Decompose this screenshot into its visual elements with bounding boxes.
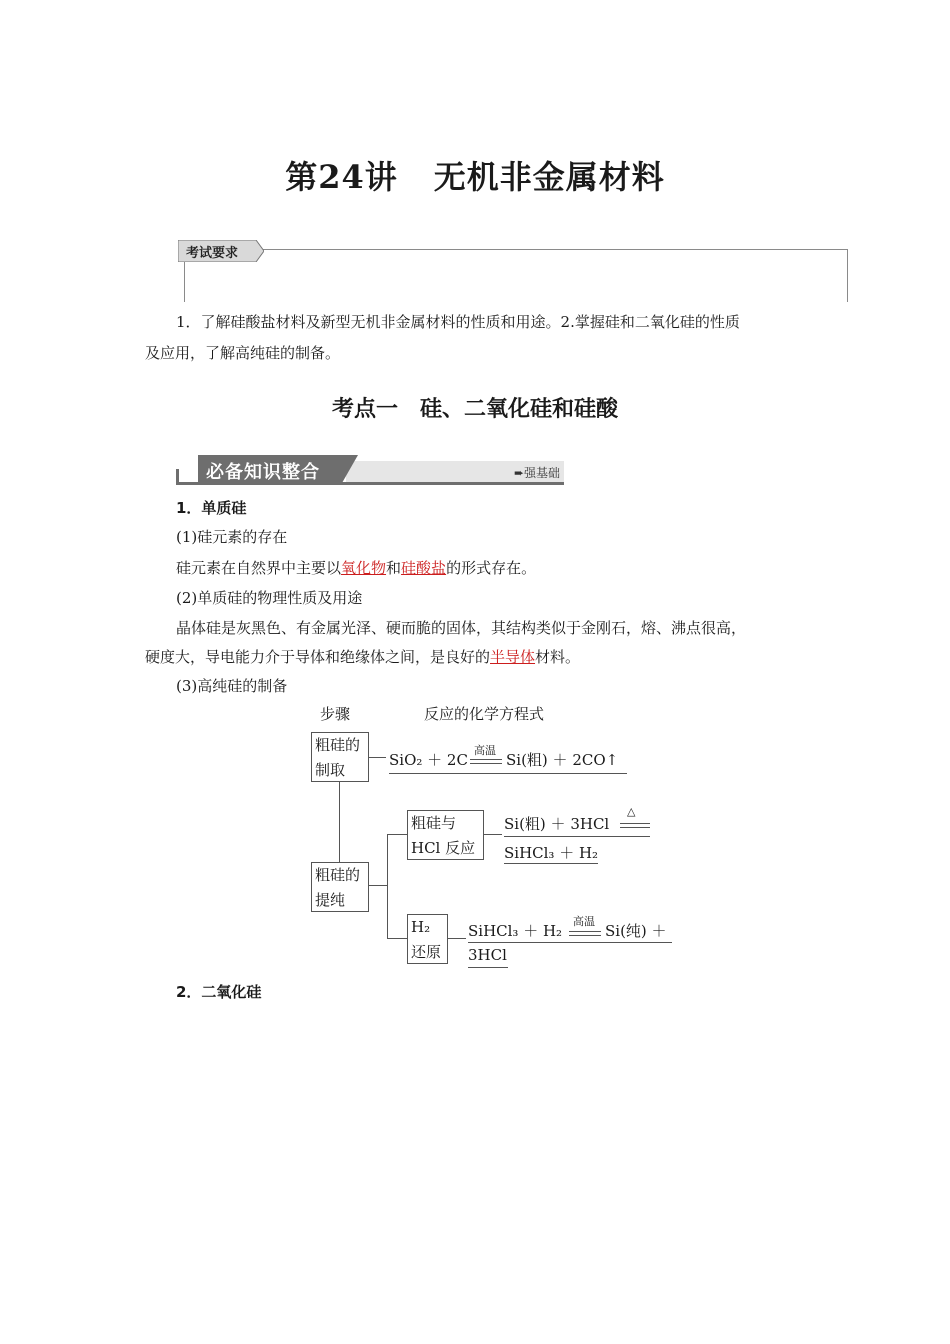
answer-blank-semiconductor: 半导体 bbox=[490, 648, 536, 666]
subheading-preparation: (3)高纯硅的制备 bbox=[176, 677, 288, 695]
equation-3-condition: 高温 bbox=[573, 915, 595, 928]
equation-2-equals-top bbox=[620, 823, 650, 824]
lecture-number: 第24讲 bbox=[285, 158, 398, 196]
heading-silicon-dioxide: 2．二氧化硅 bbox=[176, 983, 262, 1001]
sub-box-hcl-reaction: 粗硅与 HCl 反应 bbox=[407, 810, 484, 860]
answer-blank-oxide: 氧化物 bbox=[341, 559, 387, 577]
diagram-col-equation: 反应的化学方程式 bbox=[424, 705, 545, 723]
heading-elemental-silicon: 1．单质硅 bbox=[176, 499, 247, 517]
answer-blank-silicate: 硅酸盐 bbox=[401, 559, 447, 577]
section-name: 硅、二氧化硅和硅酸 bbox=[420, 396, 619, 422]
requirements-line-2: 及应用，了解高纯硅的制备。 bbox=[145, 344, 341, 362]
equation-2-underline-1 bbox=[504, 836, 650, 837]
page-title bbox=[0, 152, 950, 198]
equation-3-continuation: 3HCl bbox=[468, 946, 507, 964]
lecture-topic: 无机非金属材料 bbox=[433, 158, 665, 196]
subheading-existence: (1)硅元素的存在 bbox=[176, 528, 288, 546]
equation-3-underline-2 bbox=[468, 967, 508, 968]
equation-2-equals-bottom bbox=[620, 827, 650, 828]
step-box-purification: 粗硅的 提纯 bbox=[311, 862, 369, 912]
requirements-line-1: 1．了解硅酸盐材料及新型无机非金属材料的性质和用途。2.掌握硅和二氧化硅的性质 bbox=[176, 313, 740, 331]
equation-3-equals-bottom bbox=[569, 935, 601, 936]
banner-tag: ➨强基础 bbox=[514, 466, 561, 480]
equation-1-equals-top bbox=[470, 759, 502, 760]
equation-1-right: Si(粗) ＋ 2CO↑ bbox=[506, 751, 619, 769]
banner-label: 必备知识整合 bbox=[206, 462, 320, 483]
connector-sub1 bbox=[387, 834, 407, 835]
paragraph-properties-line-2: 硬度大，导电能力介于导体和绝缘体之间，是良好的半导体材料。 bbox=[145, 648, 581, 666]
equation-3-left: SiHCl₃ ＋ H₂ bbox=[468, 922, 563, 940]
equation-2-underline-2 bbox=[504, 863, 598, 864]
connector-eq2 bbox=[484, 834, 502, 835]
section-title bbox=[0, 392, 950, 423]
requirements-label: 考试要求 bbox=[186, 246, 239, 261]
connector-branch bbox=[368, 885, 387, 886]
equation-1-condition: 高温 bbox=[474, 744, 496, 757]
requirements-frame bbox=[184, 249, 848, 302]
connector-vertical-sub bbox=[387, 834, 388, 938]
equation-3-underline-1 bbox=[468, 942, 672, 943]
connector-sub2 bbox=[387, 938, 407, 939]
equation-3-equals-top bbox=[569, 931, 601, 932]
connector-vertical-main bbox=[339, 781, 340, 864]
equation-2-left: Si(粗) ＋ 3HCl bbox=[504, 815, 610, 833]
subheading-properties: (2)单质硅的物理性质及用途 bbox=[176, 589, 363, 607]
step-box-crude-preparation: 粗硅的 制取 bbox=[311, 732, 369, 782]
equation-1-equals-bottom bbox=[470, 763, 502, 764]
equation-1-left: SiO₂ ＋ 2C bbox=[389, 751, 468, 769]
equation-1-underline bbox=[389, 773, 627, 774]
diagram-col-steps: 步骤 bbox=[320, 705, 351, 723]
equation-2-condition: △ bbox=[627, 805, 636, 818]
equation-2-right: SiHCl₃ ＋ H₂ bbox=[504, 844, 599, 862]
paragraph-existence: 硅元素在自然界中主要以氧化物和硅酸盐的形式存在。 bbox=[176, 559, 537, 577]
connector-eq1 bbox=[368, 757, 386, 758]
paragraph-properties-line-1: 晶体硅是灰黑色、有金属光泽、硬而脆的固体，其结构类似于金刚石，熔、沸点很高， bbox=[176, 619, 747, 637]
sub-box-h2-reduction: H₂ 还原 bbox=[407, 914, 448, 964]
section-number: 考点一 bbox=[331, 396, 398, 422]
connector-eq3 bbox=[448, 938, 466, 939]
equation-3-right: Si(纯) ＋ bbox=[605, 922, 667, 940]
